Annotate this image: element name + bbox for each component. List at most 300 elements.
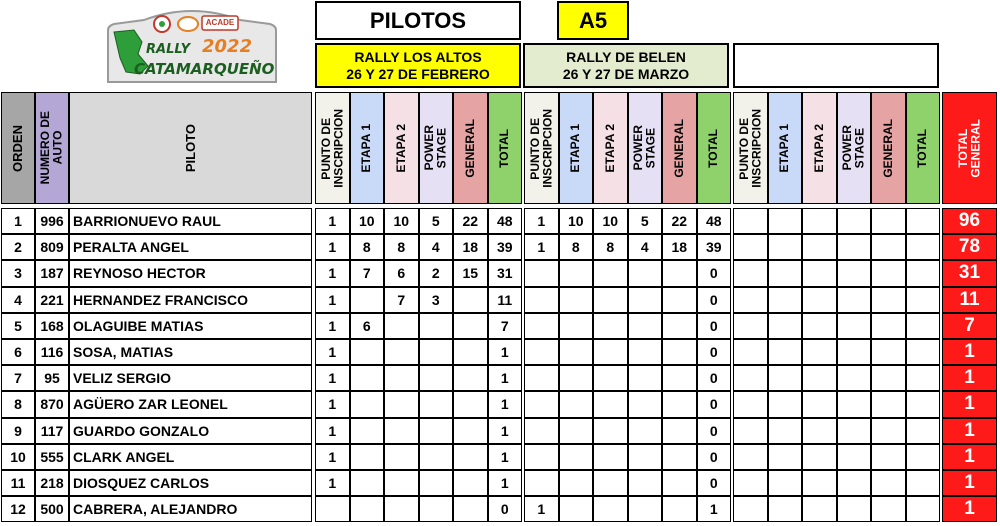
row-event-1-stage-4: [419, 470, 454, 496]
header-event-3-stage-4: [837, 92, 872, 204]
row-piloto: OLAGUIBE MATIAS: [69, 313, 312, 339]
row-event-3-stage-3: [802, 339, 837, 365]
header-event-1-stage-3: [384, 92, 419, 204]
row-event-2-stage-1: [524, 444, 559, 470]
row-event-2-stage-2: [559, 365, 594, 391]
header-event-3-stage-1: [733, 92, 768, 204]
row-event-2-stage-6: 1: [697, 496, 732, 522]
row-event-2-stage-5: [662, 313, 697, 339]
event-2-name: RALLY DE BELEN: [566, 48, 686, 65]
event-1-date: 26 Y 27 DE FEBRERO: [346, 65, 490, 82]
row-event-1-stage-1: 1: [315, 470, 350, 496]
row-event-2-stage-2: [559, 470, 594, 496]
row-event-1-stage-3: [384, 339, 419, 365]
row-numero-auto: 168: [35, 313, 69, 339]
row-event-3-stage-1: [733, 444, 768, 470]
row-event-1-stage-5: 22: [453, 208, 488, 234]
header-event-1-stage-6: [488, 92, 523, 204]
row-total-general: 1: [942, 339, 997, 365]
page-title: PILOTOS: [315, 1, 521, 40]
row-event-3-stage-3: [802, 260, 837, 286]
header-stage-label: GENERAL: [462, 118, 477, 178]
row-total-general: 1: [942, 418, 997, 444]
row-event-3-stage-2: [768, 418, 803, 444]
row-event-3-stage-6: [906, 313, 941, 339]
header-event-2-stage-6: [697, 92, 732, 204]
event-1-name: RALLY LOS ALTOS: [354, 48, 482, 65]
row-piloto: CLARK ANGEL: [69, 444, 312, 470]
header-event-3-stage-6: [906, 92, 941, 204]
row-event-1-stage-5: [453, 418, 488, 444]
header-event-2-stage-3: [593, 92, 628, 204]
row-event-1-stage-6: 48: [488, 208, 523, 234]
header-stage-label: PUNTO DE INSCRIPCION: [736, 108, 764, 188]
row-piloto: PERALTA ANGEL: [69, 234, 312, 260]
event-1-header: [315, 43, 521, 88]
row-event-3-stage-3: [802, 496, 837, 522]
row-event-2-stage-3: [593, 496, 628, 522]
row-event-3-stage-4: [837, 391, 872, 417]
row-event-3-stage-5: [871, 391, 906, 417]
rally-logo: [104, 2, 280, 84]
row-event-1-stage-3: [384, 496, 419, 522]
header-orden: [1, 92, 35, 204]
header-event-3-stage-2: [768, 92, 803, 204]
row-event-2-stage-2: [559, 496, 594, 522]
header-event-1-stage-4: [419, 92, 454, 204]
row-event-1-stage-2: [350, 496, 385, 522]
row-event-3-stage-2: [768, 339, 803, 365]
row-orden: 12: [1, 496, 35, 522]
header-event-1-stage-5: [453, 92, 488, 204]
header-stage-label: ETAPA 1: [777, 123, 792, 173]
row-event-3-stage-3: [802, 234, 837, 260]
row-event-1-stage-1: 1: [315, 313, 350, 339]
row-event-2-stage-3: 10: [593, 208, 628, 234]
row-event-1-stage-2: 10: [350, 208, 385, 234]
header-event-3-stage-3: [802, 92, 837, 204]
row-event-1-stage-1: 1: [315, 339, 350, 365]
header-event-1-stage-2: [350, 92, 385, 204]
row-event-1-stage-4: [419, 365, 454, 391]
row-event-2-stage-6: 0: [697, 313, 732, 339]
row-event-2-stage-4: [628, 391, 663, 417]
row-event-3-stage-4: [837, 208, 872, 234]
row-event-2-stage-3: [593, 260, 628, 286]
logo-rally: RALLY: [146, 42, 191, 57]
header-stage-label: TOTAL: [706, 128, 721, 168]
row-event-3-stage-5: [871, 470, 906, 496]
row-event-1-stage-4: 2: [419, 260, 454, 286]
row-event-3-stage-2: [768, 313, 803, 339]
row-event-3-stage-5: [871, 365, 906, 391]
row-event-1-stage-2: 8: [350, 234, 385, 260]
row-event-1-stage-4: [419, 418, 454, 444]
row-event-1-stage-3: 7: [384, 287, 419, 313]
row-event-2-stage-4: [628, 287, 663, 313]
row-event-1-stage-2: 7: [350, 260, 385, 286]
row-event-2-stage-4: [628, 470, 663, 496]
row-event-2-stage-5: [662, 391, 697, 417]
row-event-1-stage-1: 1: [315, 418, 350, 444]
logo-year: 2022: [202, 36, 253, 57]
row-event-1-stage-3: [384, 365, 419, 391]
row-event-3-stage-1: [733, 339, 768, 365]
row-event-1-stage-1: 1: [315, 287, 350, 313]
row-event-1-stage-6: 1: [488, 418, 523, 444]
row-event-2-stage-6: 0: [697, 365, 732, 391]
row-event-2-stage-3: [593, 470, 628, 496]
row-numero-auto: 117: [35, 418, 69, 444]
header-event-1-stage-1: [315, 92, 350, 204]
row-event-2-stage-1: 1: [524, 496, 559, 522]
row-event-3-stage-1: [733, 470, 768, 496]
row-total-general: 31: [942, 260, 997, 286]
row-event-3-stage-5: [871, 287, 906, 313]
row-event-1-stage-6: 1: [488, 444, 523, 470]
row-event-2-stage-1: 1: [524, 234, 559, 260]
row-event-3-stage-2: [768, 391, 803, 417]
row-event-3-stage-3: [802, 365, 837, 391]
row-piloto: DIOSQUEZ CARLOS: [69, 470, 312, 496]
row-event-2-stage-2: [559, 287, 594, 313]
row-event-2-stage-6: 0: [697, 391, 732, 417]
row-orden: 2: [1, 234, 35, 260]
row-event-3-stage-6: [906, 444, 941, 470]
row-event-2-stage-5: 22: [662, 208, 697, 234]
row-event-1-stage-5: [453, 365, 488, 391]
row-event-1-stage-6: 39: [488, 234, 523, 260]
row-event-2-stage-1: [524, 365, 559, 391]
row-numero-auto: 870: [35, 391, 69, 417]
row-event-2-stage-5: 18: [662, 234, 697, 260]
row-event-3-stage-3: [802, 444, 837, 470]
row-event-2-stage-6: 0: [697, 339, 732, 365]
row-event-2-stage-4: [628, 365, 663, 391]
header-total-general: [942, 92, 997, 204]
header-numero-auto: [35, 92, 69, 204]
row-piloto: HERNANDEZ FRANCISCO: [69, 287, 312, 313]
row-event-2-stage-3: [593, 287, 628, 313]
row-event-2-stage-4: [628, 496, 663, 522]
row-event-2-stage-2: 10: [559, 208, 594, 234]
row-event-1-stage-6: 1: [488, 365, 523, 391]
header-piloto-label: PILOTO: [182, 123, 198, 173]
header-stage-label: TOTAL: [497, 128, 512, 168]
logo-badge: ACADE: [205, 18, 235, 27]
row-event-1-stage-1: 1: [315, 260, 350, 286]
row-event-2-stage-6: 0: [697, 260, 732, 286]
row-numero-auto: 500: [35, 496, 69, 522]
row-event-2-stage-3: 8: [593, 234, 628, 260]
header-event-2-stage-1: [524, 92, 559, 204]
row-piloto: VELIZ SERGIO: [69, 365, 312, 391]
row-event-3-stage-4: [837, 470, 872, 496]
row-event-3-stage-6: [906, 365, 941, 391]
row-event-2-stage-6: 0: [697, 287, 732, 313]
row-event-3-stage-3: [802, 313, 837, 339]
row-event-2-stage-4: [628, 260, 663, 286]
row-event-3-stage-1: [733, 391, 768, 417]
row-event-2-stage-6: 0: [697, 470, 732, 496]
row-event-3-stage-1: [733, 208, 768, 234]
row-event-1-stage-2: [350, 444, 385, 470]
row-event-3-stage-1: [733, 313, 768, 339]
row-event-3-stage-1: [733, 365, 768, 391]
row-event-1-stage-6: 0: [488, 496, 523, 522]
row-event-1-stage-2: 6: [350, 313, 385, 339]
row-event-3-stage-1: [733, 418, 768, 444]
row-event-3-stage-2: [768, 287, 803, 313]
row-numero-auto: 116: [35, 339, 69, 365]
event-2-header: [523, 43, 729, 88]
row-event-2-stage-1: 1: [524, 208, 559, 234]
row-event-1-stage-4: 4: [419, 234, 454, 260]
row-event-3-stage-5: [871, 208, 906, 234]
row-orden: 8: [1, 391, 35, 417]
row-numero-auto: 809: [35, 234, 69, 260]
row-event-2-stage-1: [524, 470, 559, 496]
row-event-2-stage-6: 39: [697, 234, 732, 260]
row-orden: 6: [1, 339, 35, 365]
row-event-1-stage-1: 1: [315, 208, 350, 234]
row-event-3-stage-1: [733, 234, 768, 260]
row-event-1-stage-4: [419, 391, 454, 417]
row-event-1-stage-3: [384, 313, 419, 339]
row-event-1-stage-5: [453, 287, 488, 313]
row-event-2-stage-5: [662, 470, 697, 496]
row-event-3-stage-5: [871, 260, 906, 286]
logo-catamarqueno: CATAMARQUEÑO: [134, 60, 275, 78]
header-stage-label: ETAPA 2: [393, 123, 408, 173]
row-event-2-stage-5: [662, 287, 697, 313]
row-orden: 5: [1, 313, 35, 339]
row-event-1-stage-4: 5: [419, 208, 454, 234]
row-event-2-stage-1: [524, 418, 559, 444]
row-event-1-stage-1: 1: [315, 234, 350, 260]
row-event-1-stage-3: [384, 444, 419, 470]
row-event-2-stage-2: [559, 339, 594, 365]
row-event-2-stage-2: 8: [559, 234, 594, 260]
row-event-1-stage-3: [384, 470, 419, 496]
row-piloto: CABRERA, ALEJANDRO: [69, 496, 312, 522]
header-event-2-stage-5: [662, 92, 697, 204]
row-event-3-stage-2: [768, 470, 803, 496]
row-event-1-stage-6: 1: [488, 391, 523, 417]
header-stage-label: POWER STAGE: [631, 125, 658, 171]
event-2-date: 26 Y 27 DE MARZO: [562, 65, 690, 82]
row-event-1-stage-5: [453, 444, 488, 470]
header-stage-label: PUNTO DE INSCRIPCION: [318, 108, 346, 188]
row-event-1-stage-2: [350, 418, 385, 444]
row-event-2-stage-5: [662, 260, 697, 286]
row-event-3-stage-5: [871, 234, 906, 260]
row-event-3-stage-6: [906, 234, 941, 260]
row-event-3-stage-6: [906, 260, 941, 286]
row-event-3-stage-6: [906, 391, 941, 417]
row-event-3-stage-2: [768, 208, 803, 234]
header-stage-label: ETAPA 2: [602, 123, 617, 173]
row-event-1-stage-4: [419, 496, 454, 522]
row-total-general: 96: [942, 208, 997, 234]
row-orden: 7: [1, 365, 35, 391]
header-event-2-stage-4: [628, 92, 663, 204]
row-event-2-stage-3: [593, 391, 628, 417]
row-event-2-stage-6: 0: [697, 418, 732, 444]
row-orden: 1: [1, 208, 35, 234]
row-total-general: 1: [942, 391, 997, 417]
row-total-general: 78: [942, 234, 997, 260]
row-piloto: SOSA, MATIAS: [69, 339, 312, 365]
row-event-3-stage-4: [837, 287, 872, 313]
row-total-general: 1: [942, 496, 997, 522]
row-event-3-stage-4: [837, 339, 872, 365]
row-event-3-stage-6: [906, 339, 941, 365]
row-event-3-stage-4: [837, 418, 872, 444]
row-event-1-stage-3: 8: [384, 234, 419, 260]
row-event-3-stage-1: [733, 496, 768, 522]
row-event-3-stage-5: [871, 444, 906, 470]
row-event-1-stage-5: [453, 339, 488, 365]
row-event-3-stage-3: [802, 208, 837, 234]
row-event-3-stage-1: [733, 260, 768, 286]
row-event-1-stage-6: 7: [488, 313, 523, 339]
row-event-2-stage-5: [662, 365, 697, 391]
row-event-3-stage-2: [768, 234, 803, 260]
row-event-3-stage-4: [837, 496, 872, 522]
header-orden-label: ORDEN: [10, 124, 26, 172]
row-event-3-stage-6: [906, 287, 941, 313]
header-stage-label: ETAPA 1: [568, 123, 583, 173]
row-orden: 11: [1, 470, 35, 496]
row-event-1-stage-1: [315, 496, 350, 522]
row-event-3-stage-2: [768, 444, 803, 470]
header-stage-label: GENERAL: [880, 118, 895, 178]
row-event-3-stage-3: [802, 287, 837, 313]
row-event-3-stage-1: [733, 287, 768, 313]
row-total-general: 11: [942, 287, 997, 313]
row-event-3-stage-4: [837, 444, 872, 470]
row-event-2-stage-2: [559, 418, 594, 444]
row-event-3-stage-4: [837, 260, 872, 286]
row-event-2-stage-1: [524, 287, 559, 313]
row-piloto: GUARDO GONZALO: [69, 418, 312, 444]
row-numero-auto: 221: [35, 287, 69, 313]
row-event-1-stage-4: 3: [419, 287, 454, 313]
row-orden: 4: [1, 287, 35, 313]
row-event-2-stage-4: [628, 444, 663, 470]
row-numero-auto: 555: [35, 444, 69, 470]
row-numero-auto: 218: [35, 470, 69, 496]
row-event-3-stage-2: [768, 260, 803, 286]
category-badge: A5: [557, 1, 629, 40]
row-event-3-stage-2: [768, 365, 803, 391]
row-orden: 3: [1, 260, 35, 286]
row-event-1-stage-6: 1: [488, 470, 523, 496]
header-stage-label: POWER STAGE: [840, 125, 867, 171]
row-event-2-stage-4: 4: [628, 234, 663, 260]
row-event-1-stage-4: [419, 339, 454, 365]
row-event-2-stage-4: [628, 313, 663, 339]
row-event-1-stage-3: [384, 418, 419, 444]
row-total-general: 1: [942, 470, 997, 496]
row-event-2-stage-3: [593, 365, 628, 391]
header-stage-label: ETAPA 2: [811, 123, 826, 173]
header-stage-label: PUNTO DE INSCRIPCION: [527, 108, 555, 188]
row-event-3-stage-5: [871, 496, 906, 522]
row-event-2-stage-3: [593, 418, 628, 444]
row-event-1-stage-5: [453, 391, 488, 417]
row-event-2-stage-4: [628, 418, 663, 444]
header-event-2-stage-2: [559, 92, 594, 204]
header-event-3-stage-5: [871, 92, 906, 204]
row-event-3-stage-4: [837, 313, 872, 339]
row-event-2-stage-5: [662, 444, 697, 470]
row-event-2-stage-2: [559, 391, 594, 417]
header-stage-label: ETAPA 1: [359, 123, 374, 173]
row-orden: 10: [1, 444, 35, 470]
row-event-1-stage-1: 1: [315, 365, 350, 391]
row-event-2-stage-1: [524, 339, 559, 365]
row-piloto: REYNOSO HECTOR: [69, 260, 312, 286]
row-event-3-stage-3: [802, 418, 837, 444]
row-event-2-stage-5: [662, 339, 697, 365]
row-event-2-stage-2: [559, 444, 594, 470]
event-3-header: [733, 43, 939, 88]
row-event-3-stage-6: [906, 496, 941, 522]
row-event-1-stage-2: [350, 365, 385, 391]
row-event-2-stage-3: [593, 444, 628, 470]
header-stage-label: GENERAL: [671, 118, 686, 178]
header-stage-label: TOTAL: [915, 128, 930, 168]
row-event-1-stage-5: [453, 313, 488, 339]
row-event-3-stage-5: [871, 339, 906, 365]
row-event-1-stage-2: [350, 339, 385, 365]
row-piloto: BARRIONUEVO RAUL: [69, 208, 312, 234]
row-event-1-stage-2: [350, 470, 385, 496]
row-event-3-stage-6: [906, 208, 941, 234]
row-event-2-stage-3: [593, 339, 628, 365]
row-event-3-stage-2: [768, 496, 803, 522]
row-event-3-stage-4: [837, 234, 872, 260]
row-event-3-stage-5: [871, 418, 906, 444]
row-event-2-stage-4: [628, 339, 663, 365]
row-event-1-stage-5: [453, 496, 488, 522]
row-event-1-stage-2: [350, 391, 385, 417]
row-numero-auto: 95: [35, 365, 69, 391]
row-event-2-stage-5: [662, 418, 697, 444]
row-total-general: 1: [942, 444, 997, 470]
row-event-1-stage-6: 31: [488, 260, 523, 286]
header-piloto: [69, 92, 312, 204]
row-event-3-stage-5: [871, 313, 906, 339]
row-event-2-stage-1: [524, 391, 559, 417]
row-event-2-stage-1: [524, 313, 559, 339]
row-event-1-stage-3: 6: [384, 260, 419, 286]
row-event-2-stage-5: [662, 496, 697, 522]
row-event-2-stage-4: 5: [628, 208, 663, 234]
header-total-general-label: TOTAL GENERAL: [955, 118, 983, 178]
row-event-3-stage-3: [802, 391, 837, 417]
row-event-1-stage-6: 11: [488, 287, 523, 313]
row-event-1-stage-5: 18: [453, 234, 488, 260]
row-event-2-stage-6: 0: [697, 444, 732, 470]
row-event-3-stage-6: [906, 470, 941, 496]
row-event-2-stage-1: [524, 260, 559, 286]
header-numero-label: NUMERO DE AUTO: [38, 111, 65, 185]
row-total-general: 7: [942, 313, 997, 339]
row-event-1-stage-6: 1: [488, 339, 523, 365]
